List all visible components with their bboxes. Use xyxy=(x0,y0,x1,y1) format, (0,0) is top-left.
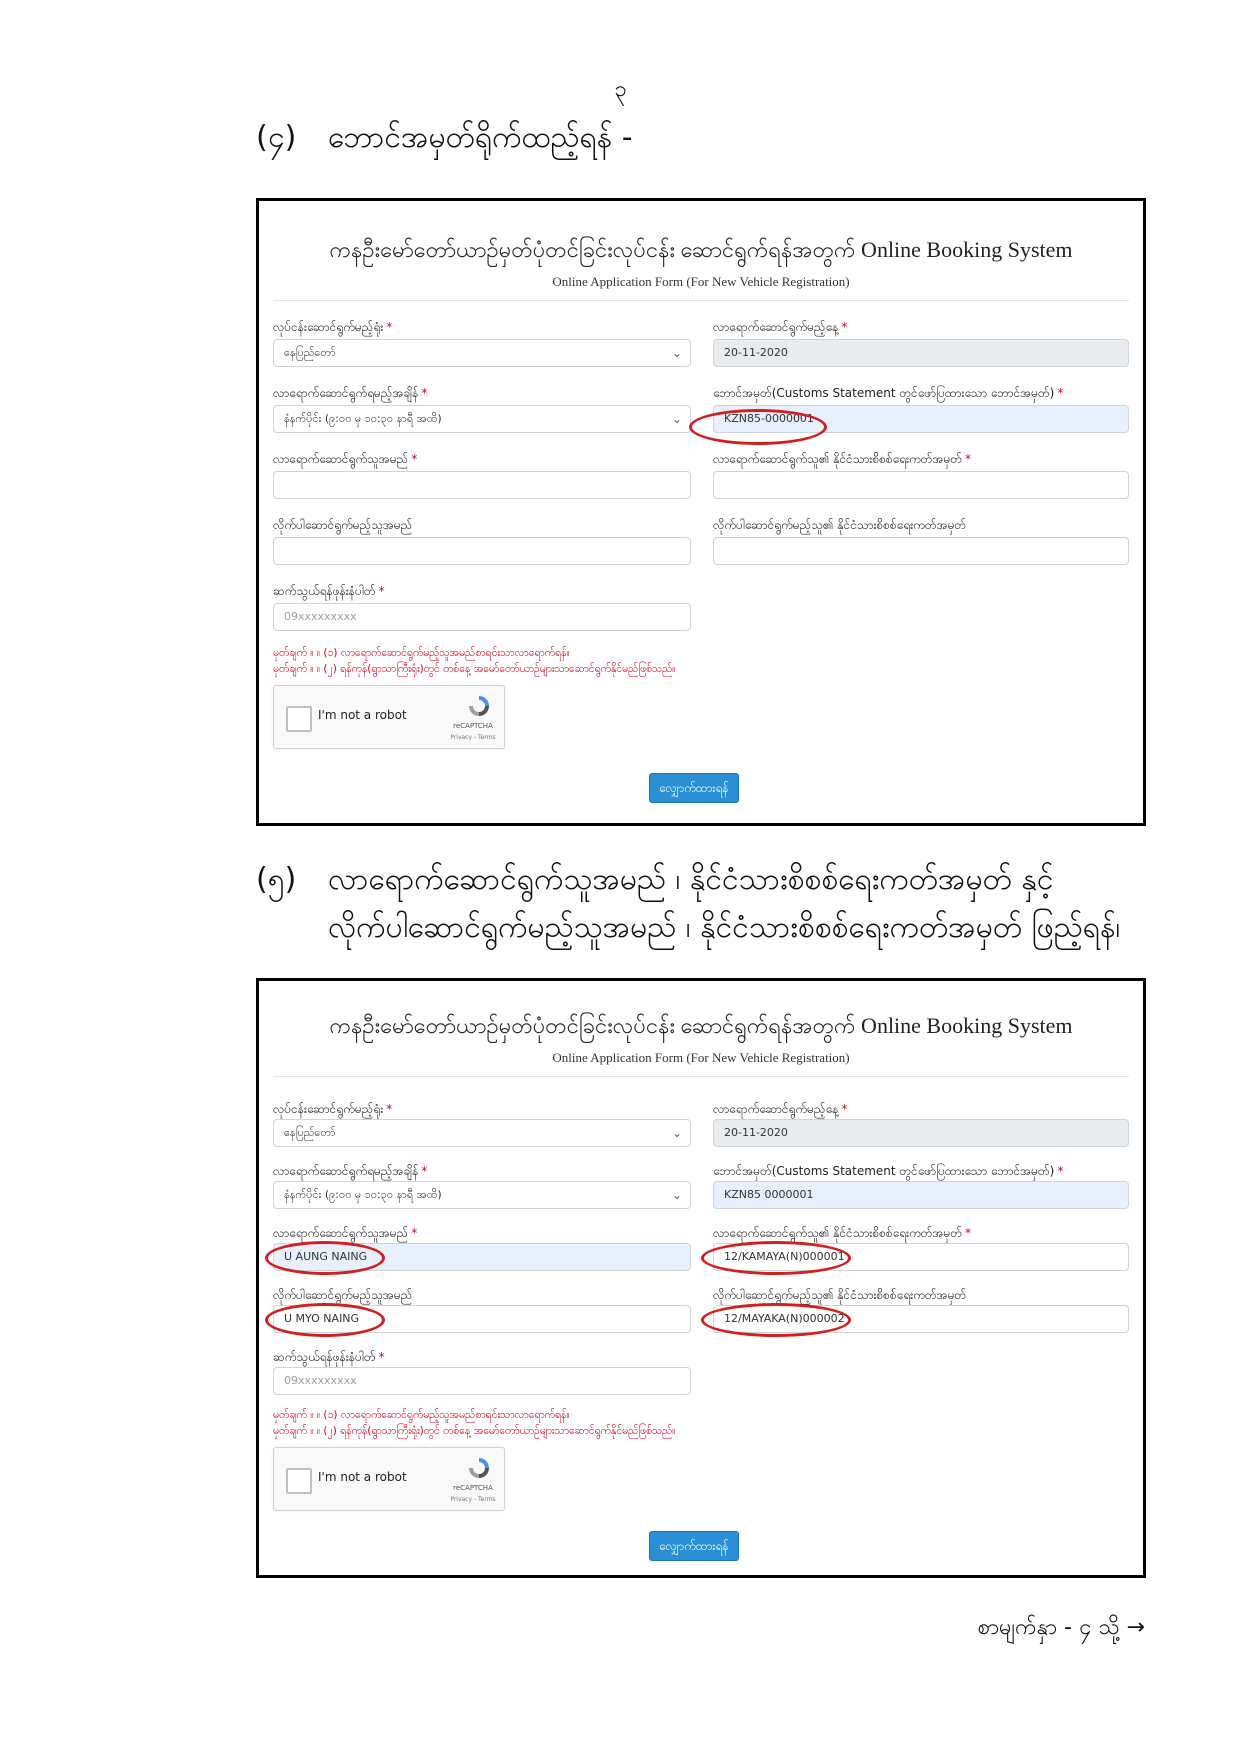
recaptcha-widget xyxy=(273,1447,505,1511)
form-screenshot-2 xyxy=(256,978,1146,1578)
label-companion-nrc: လိုက်ပါဆောင်ရွက်မည့်သူ၏ နိုင်ငံသားစိစစ်ရေးကတ်အမှတ် xyxy=(713,1288,967,1302)
nrc-input[interactable]: 12/KAMAYA(N)000001 xyxy=(713,1243,1129,1271)
label-date: လာရောက်ဆောင်ရွက်မည့်နေ့ * xyxy=(713,320,848,334)
recaptcha-terms: Privacy - Terms xyxy=(450,1496,496,1503)
chevron-down-icon: ⌄ xyxy=(671,346,682,360)
label-companion-nrc: လိုက်ပါဆောင်ရွက်မည့်သူ၏ နိုင်ငံသားစိစစ်ရေးကတ်အမှတ် xyxy=(713,518,967,532)
companion-nrc-input[interactable] xyxy=(713,537,1129,565)
office-select[interactable]: နေပြည်တော် ⌄ xyxy=(273,339,691,367)
time-select[interactable]: နံနက်ပိုင်း (၉:၀၀ မှ ၁၀:၃၀ နာရီ အထိ) ⌄ xyxy=(273,405,691,433)
date-input[interactable]: 20-11-2020 xyxy=(713,1119,1129,1147)
bond-input[interactable]: KZN85 0000001 xyxy=(713,1181,1129,1209)
recaptcha-checkbox[interactable] xyxy=(286,706,312,732)
label-bond: ဘောင်အမှတ်(Customs Statement တွင်ဖော်ပြထားသော ဘောင်အမှတ်) * xyxy=(713,386,1064,400)
label-nrc: လာရောက်ဆောင်ရွက်သူ၏ နိုင်ငံသားစိစစ်ရေးကတ်အမှတ် * xyxy=(713,452,972,466)
phone-input[interactable]: 09xxxxxxxxx xyxy=(273,1367,691,1395)
label-phone: ဆက်သွယ်ရန်ဖုန်းနံပါတ် * xyxy=(273,584,385,598)
section-5-line-1: လာရောက်ဆောင်ရွက်သူအမည် ၊ နိုင်ငံသားစိစစ်ရေးကတ်အမှတ် နှင့် xyxy=(328,862,1054,897)
next-page-note: စာမျက်နှာ - ၄ သို့ → xyxy=(977,1615,1145,1640)
form-screenshot-1 xyxy=(256,198,1146,826)
form-subtitle: Online Application Form (For New Vehicle Registration) xyxy=(552,274,850,289)
form-title: ကနဦးမော်တော်ယာဉ်မှတ်ပုံတင်ခြင်းလုပ်ငန်း ဆောင်ရွက်ရန်အတွက် Online Booking System xyxy=(329,237,1073,262)
label-time: လာရောက်ဆောင်ရွက်ရမည့်အချိန် * xyxy=(273,386,428,400)
section-4-title: ဘောင်အမှတ်ရိုက်ထည့်ရန် - xyxy=(328,120,633,155)
label-bond: ဘောင်အမှတ်(Customs Statement တွင်ဖော်ပြထားသော ဘောင်အမှတ်) * xyxy=(713,1164,1064,1178)
recaptcha-label: I'm not a robot xyxy=(318,1470,407,1484)
label-office: လုပ်ငန်းဆောင်ရွက်မည့်ရုံး * xyxy=(273,320,393,334)
nrc-input[interactable] xyxy=(713,471,1129,499)
label-date: လာရောက်ဆောင်ရွက်မည့်နေ့ * xyxy=(713,1102,848,1116)
section-5-number: (၅) xyxy=(256,862,297,897)
name-input[interactable]: U AUNG NAING xyxy=(273,1243,691,1271)
submit-button[interactable]: လျှောက်ထားရန် xyxy=(649,773,739,803)
recaptcha-label: I'm not a robot xyxy=(318,708,407,722)
time-select[interactable]: နံနက်ပိုင်း (၉:၀၀ မှ ၁၀:၃၀ နာရီ အထိ) ⌄ xyxy=(273,1181,691,1209)
phone-input[interactable]: 09xxxxxxxxx xyxy=(273,603,691,631)
companion-input[interactable]: U MYO NAING xyxy=(273,1305,691,1333)
chevron-down-icon: ⌄ xyxy=(671,1126,682,1140)
section-5-heading xyxy=(256,858,1053,902)
note-1: မှတ်ချက် ။ ။ (၁) လာရောက်ဆောင်ရွက်မည့်သူအမည်စာရင်းသာလာရောက်ရန်။ xyxy=(273,1409,570,1421)
note-2: မှတ်ချက် ။ ။ (၂) ရန်ကုန်(ရွာသာကြီးရုံး)တွင် တစ်နေ့ အမော်တော်ယာဉ်များသာဆောင်ရွက်နိုင်မည်ဖြစ်သည်။ xyxy=(273,663,676,675)
companion-input[interactable] xyxy=(273,537,691,565)
label-companion: လိုက်ပါဆောင်ရွက်မည့်သူအမည် xyxy=(273,518,413,532)
recaptcha-terms: Privacy - Terms xyxy=(450,734,496,741)
recaptcha-checkbox[interactable] xyxy=(286,1468,312,1494)
section-5-line-2: လိုက်ပါဆောင်ရွက်မည့်သူအမည် ၊ နိုင်ငံသားစိစစ်ရေးကတ်အမှတ် ဖြည့်ရန်၊ xyxy=(328,910,1121,945)
chevron-down-icon: ⌄ xyxy=(671,412,682,426)
recaptcha-brand: reCAPTCHA xyxy=(453,722,493,730)
submit-button[interactable]: လျှောက်ထားရန် xyxy=(649,1531,739,1561)
date-input[interactable]: 20-11-2020 xyxy=(713,339,1129,367)
label-office: လုပ်ငန်းဆောင်ရွက်မည့်ရုံး * xyxy=(273,1102,393,1116)
label-name: လာရောက်ဆောင်ရွက်သူအမည် * xyxy=(273,452,418,466)
note-1: မှတ်ချက် ။ ။ (၁) လာရောက်ဆောင်ရွက်မည့်သူအမည်စာရင်းသာလာရောက်ရန်။ xyxy=(273,647,570,659)
label-name: လာရောက်ဆောင်ရွက်သူအမည် * xyxy=(273,1226,418,1240)
recaptcha-brand: reCAPTCHA xyxy=(453,1484,493,1492)
recaptcha-widget xyxy=(273,685,505,749)
note-2: မှတ်ချက် ။ ။ (၂) ရန်ကုန်(ရွာသာကြီးရုံး)တွင် တစ်နေ့ အမော်တော်ယာဉ်များသာဆောင်ရွက်နိုင်မည်ဖြစ်သည်။ xyxy=(273,1425,676,1437)
form-subtitle: Online Application Form (For New Vehicle Registration) xyxy=(552,1050,850,1065)
companion-nrc-input[interactable]: 12/MAYAKA(N)000002 xyxy=(713,1305,1129,1333)
chevron-down-icon: ⌄ xyxy=(671,1188,682,1202)
divider xyxy=(273,1076,1129,1077)
section-4-number: (၄) xyxy=(256,120,297,155)
bond-input[interactable]: KZN85-0000001 xyxy=(713,405,1129,433)
divider xyxy=(273,300,1129,301)
label-nrc: လာရောက်ဆောင်ရွက်သူ၏ နိုင်ငံသားစိစစ်ရေးကတ်အမှတ် * xyxy=(713,1226,972,1240)
recaptcha-icon xyxy=(466,694,492,718)
label-time: လာရောက်ဆောင်ရွက်ရမည့်အချိန် * xyxy=(273,1164,428,1178)
name-input[interactable] xyxy=(273,471,691,499)
office-select[interactable]: နေပြည်တော် ⌄ xyxy=(273,1119,691,1147)
label-phone: ဆက်သွယ်ရန်ဖုန်းနံပါတ် * xyxy=(273,1350,385,1364)
recaptcha-icon xyxy=(466,1456,492,1480)
form-title: ကနဦးမော်တော်ယာဉ်မှတ်ပုံတင်ခြင်းလုပ်ငန်း ဆောင်ရွက်ရန်အတွက် Online Booking System xyxy=(329,1013,1073,1038)
page-number: ၃ xyxy=(614,77,627,102)
label-companion: လိုက်ပါဆောင်ရွက်မည့်သူအမည် xyxy=(273,1288,413,1302)
section-4-heading xyxy=(256,116,633,160)
